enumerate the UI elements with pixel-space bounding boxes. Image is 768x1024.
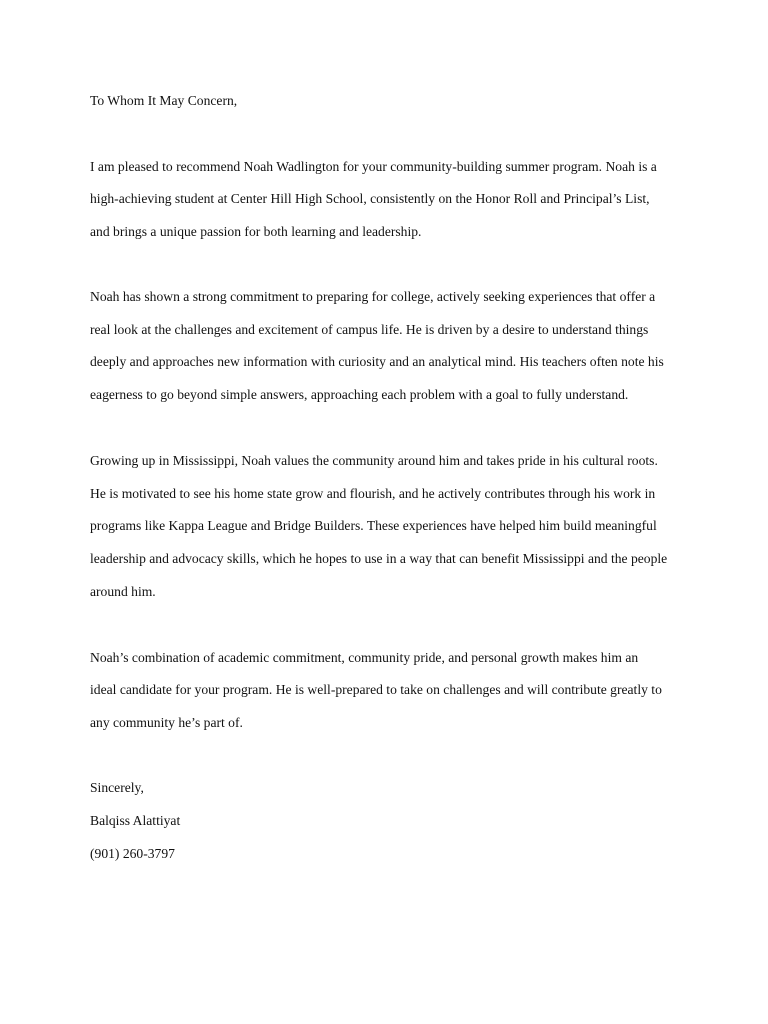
paragraph-line: any community he’s part of. (90, 715, 243, 730)
closing: Sincerely, (90, 780, 144, 795)
signer-name: Balqiss Alattiyat (90, 813, 181, 828)
paragraph-line: real look at the challenges and excitement of campus life. He is driven by a desire to understand things (90, 322, 649, 337)
paragraph-line: Noah’s combination of academic commitment, community pride, and personal growth makes him an (90, 650, 639, 665)
salutation: To Whom It May Concern, (90, 93, 238, 108)
paragraph-line: around him. (90, 584, 156, 599)
paragraph-line: programs like Kappa League and Bridge Builders. These experiences have helped him build meaningful (90, 518, 657, 533)
paragraph-line: ideal candidate for your program. He is well-prepared to take on challenges and will contribute greatly to (90, 682, 662, 697)
paragraph-line: deeply and approaches new information with curiosity and an analytical mind. His teachers often note his (90, 354, 664, 369)
paragraph-line: I am pleased to recommend Noah Wadlington for your community-building summer program. Noah is a (90, 159, 657, 174)
paragraph-line: eagerness to go beyond simple answers, approaching each problem with a goal to fully understand. (90, 387, 629, 402)
paragraph-line: high-achieving student at Center Hill High School, consistently on the Honor Roll and Principal’s List, (90, 191, 650, 206)
signer-phone: (901) 260-3797 (90, 846, 175, 861)
paragraph-line: Growing up in Mississippi, Noah values the community around him and takes pride in his cultural roots. (90, 453, 658, 468)
paragraph-line: He is motivated to see his home state grow and flourish, and he actively contributes through his work in (90, 486, 656, 501)
paragraph-line: and brings a unique passion for both learning and leadership. (90, 224, 422, 239)
paragraph-line: leadership and advocacy skills, which he hopes to use in a way that can benefit Mississippi and the people (90, 551, 668, 566)
paragraph-line: Noah has shown a strong commitment to preparing for college, actively seeking experiences that offer a (90, 289, 656, 304)
